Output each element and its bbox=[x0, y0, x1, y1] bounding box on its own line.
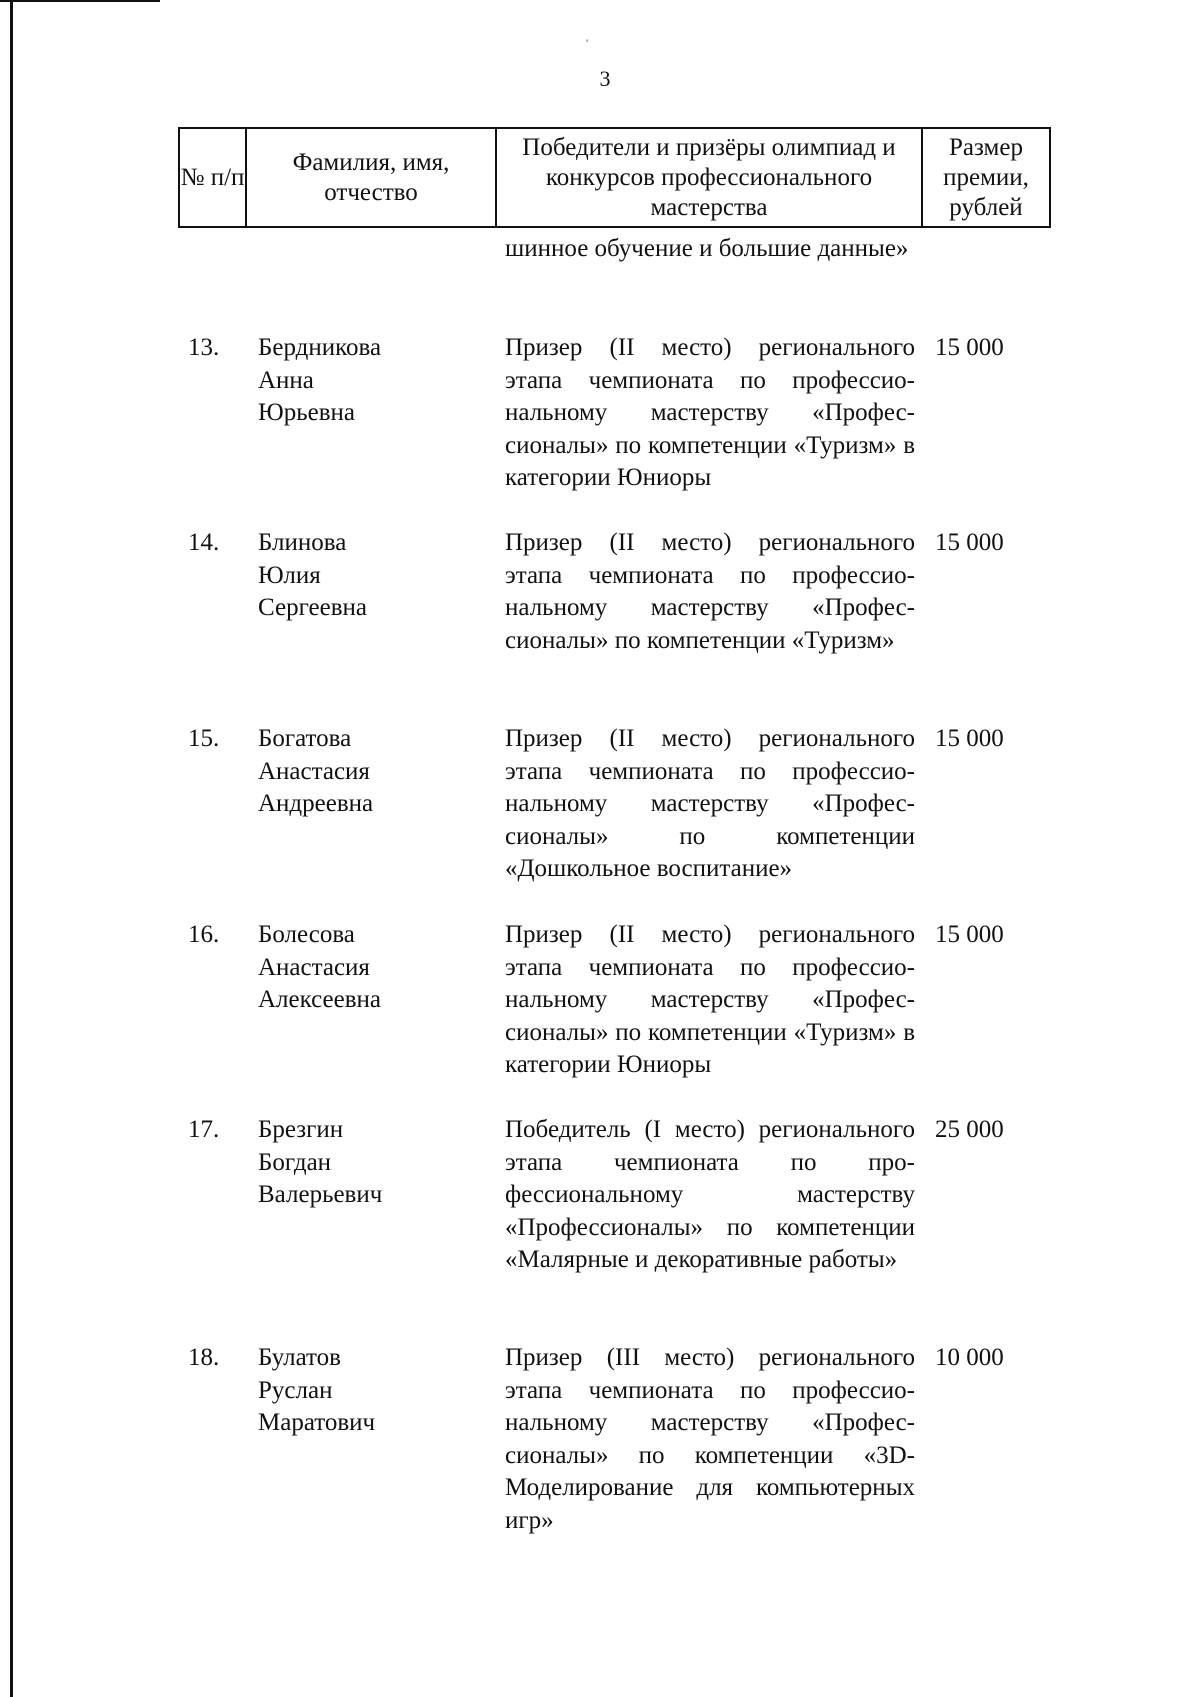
row-achievement: Победитель (I место) регионального этапа чемпионата по профессиональному мастерству «Профессионалы» по компетенции «Малярные и декоративные работы» bbox=[505, 1116, 915, 1273]
continuation-text: шинное обучение и большие данные» bbox=[505, 235, 909, 262]
last-name: Блинова bbox=[258, 529, 347, 556]
corner-scan-mark bbox=[0, 0, 160, 2]
header-number: № п/п bbox=[180, 129, 247, 226]
scan-speck: ' bbox=[586, 36, 589, 50]
row-award-amount: 15 000 bbox=[935, 921, 1004, 948]
first-name: Богдан bbox=[258, 1148, 332, 1176]
middle-name: Алексеевна bbox=[258, 986, 382, 1013]
row-achievement: Призер (II место) регионального этапа чемпионата по профессиональному мастерству «Профессионалы» по компетенции «Туризм» в категории Юниоры bbox=[505, 921, 915, 1078]
header-full-name: Фамилия, имя, отчество bbox=[247, 129, 497, 226]
row-full-name bbox=[258, 1342, 488, 1440]
header-award-amount: Размер премии, рублей bbox=[943, 133, 1029, 221]
middle-name: Маратович bbox=[258, 1409, 376, 1436]
row-number: 16. bbox=[188, 921, 220, 948]
last-name: Булатов bbox=[258, 1344, 341, 1371]
last-name: Болесова bbox=[258, 921, 355, 948]
middle-name: Сергеевна bbox=[258, 594, 367, 621]
row-achievement: Призер (III место) регионального этапа чемпионата по профессиональному мастерству «Профессионалы» по компетенции «3D-Моделирование для компьютерных игр» bbox=[505, 1344, 915, 1534]
table-header bbox=[178, 127, 1051, 228]
first-name: Анна bbox=[258, 366, 314, 394]
row-full-name bbox=[258, 1114, 488, 1212]
header-achievement: Победители и призёры олимпиад и конкурсов профессионального мастерства bbox=[497, 129, 923, 226]
first-name: Анастасия bbox=[258, 953, 370, 981]
first-name: Юлия bbox=[258, 561, 321, 589]
row-achievement: Призер (II место) регионального этапа чемпионата по профессиональному мастерству «Профессионалы» по компетенции «Туризм» в категории Юниоры bbox=[505, 334, 915, 491]
row-full-name bbox=[258, 332, 488, 430]
row-achievement: Призер (II место) регионального этапа чемпионата по профессиональному мастерству «Профессионалы» по компетенции «Туризм» bbox=[505, 529, 915, 654]
first-name: Руслан bbox=[258, 1376, 333, 1404]
row-number: 18. bbox=[188, 1344, 220, 1371]
row-number: 17. bbox=[188, 1116, 220, 1143]
row-achievement: Призер (II место) регионального этапа чемпионата по профессиональному мастерству «Профессионалы» по компетенции «Дошкольное воспитание» bbox=[505, 725, 915, 882]
left-margin-rule bbox=[10, 0, 13, 1697]
row-full-name bbox=[258, 919, 488, 1017]
middle-name: Валерьевич bbox=[258, 1181, 383, 1208]
first-name: Анастасия bbox=[258, 757, 370, 785]
page-number: 3 bbox=[599, 66, 611, 91]
row-full-name bbox=[258, 527, 488, 625]
last-name: Бердникова bbox=[258, 334, 382, 361]
middle-name: Андреевна bbox=[258, 790, 374, 817]
row-number: 13. bbox=[188, 334, 220, 361]
row-award-amount: 10 000 bbox=[935, 1344, 1004, 1371]
row-award-amount: 15 000 bbox=[935, 725, 1004, 752]
row-full-name bbox=[258, 723, 488, 821]
row-award-amount: 25 000 bbox=[935, 1116, 1004, 1143]
middle-name: Юрьевна bbox=[258, 399, 355, 426]
row-award-amount: 15 000 bbox=[935, 529, 1004, 556]
row-number: 14. bbox=[188, 529, 220, 556]
row-award-amount: 15 000 bbox=[935, 334, 1004, 361]
row-number: 15. bbox=[188, 725, 220, 752]
last-name: Богатова bbox=[258, 725, 352, 752]
last-name: Брезгин bbox=[258, 1116, 344, 1143]
